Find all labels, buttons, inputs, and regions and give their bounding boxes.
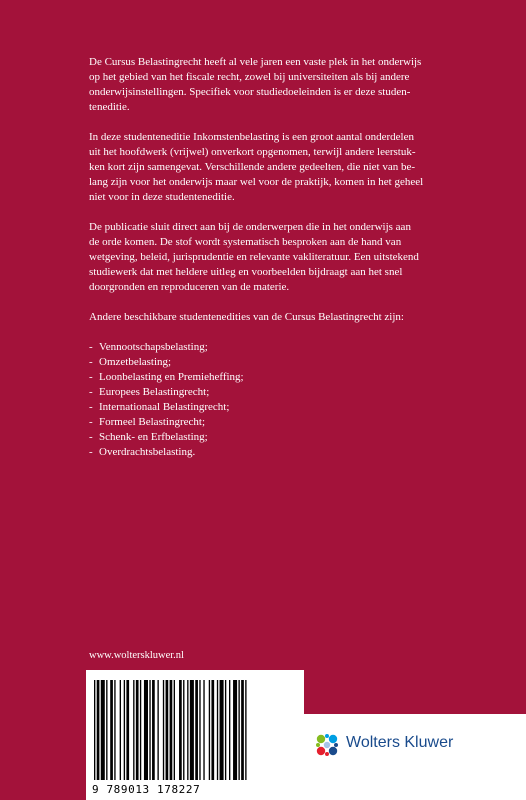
list-item: - Formeel Belastingrecht;	[89, 415, 469, 430]
list-item: - Europees Belastingrecht;	[89, 385, 469, 400]
publisher-name: Wolters Kluwer	[346, 734, 454, 751]
list-item: - Omzetbelasting;	[89, 355, 469, 370]
publisher-logo	[304, 714, 526, 800]
editions-heading: Andere beschikbare studentenedities van de Cursus Belastingrecht zijn:	[89, 311, 404, 323]
editions-list	[89, 340, 469, 460]
back-cover-text	[89, 55, 469, 460]
list-item: - Internationaal Belastingrecht;	[89, 400, 469, 415]
list-item: - Vennootschapsbelasting;	[89, 340, 469, 355]
intro-paragraph-3: De publicatie sluit direct aan bij de onderwerpen die in het onderwijs aan de orde komen. De stof wordt systematisch besproken aan de hand van wetgeving, beleid, jurisprudentie en relevante vakliteratuur. Een uitstekend studiewerk dat met heldere uitleg en voorbeelden bijdraagt aan het snel doorgronden en reproduceren van de materie.	[89, 221, 419, 293]
list-item: - Overdrachtsbelasting.	[89, 445, 469, 460]
isbn-number: 9 789013 178227	[92, 783, 201, 796]
barcode-icon	[94, 680, 294, 780]
website-url: www.wolterskluwer.nl	[89, 650, 184, 661]
intro-paragraph-2: In deze studenteneditie Inkomstenbelasting is een groot aantal onderdelen uit het hoofdwerk (vrijwel) onverkort opgenomen, terwijl andere leerstuk- ken kort zijn samengevat. Verschillende andere gedeelten, die niet van be- lang zijn voor het onderwijs maar wel voor de praktijk, komen in het geheel niet voor in deze studenteneditie.	[89, 131, 424, 203]
list-item: - Schenk- en Erfbelasting;	[89, 430, 469, 445]
wolters-kluwer-logo-icon	[314, 732, 340, 758]
list-item: - Loonbelasting en Premieheffing;	[89, 370, 469, 385]
intro-paragraph-1: De Cursus Belastingrecht heeft al vele jaren een vaste plek in het onderwijs op het gebied van het fiscale recht, zowel bij universiteiten als bij andere onderwijsinstellingen. Specifiek voor studiedoeleinden is er deze studen- teneditie.	[89, 56, 422, 113]
barcode-area	[86, 670, 304, 800]
